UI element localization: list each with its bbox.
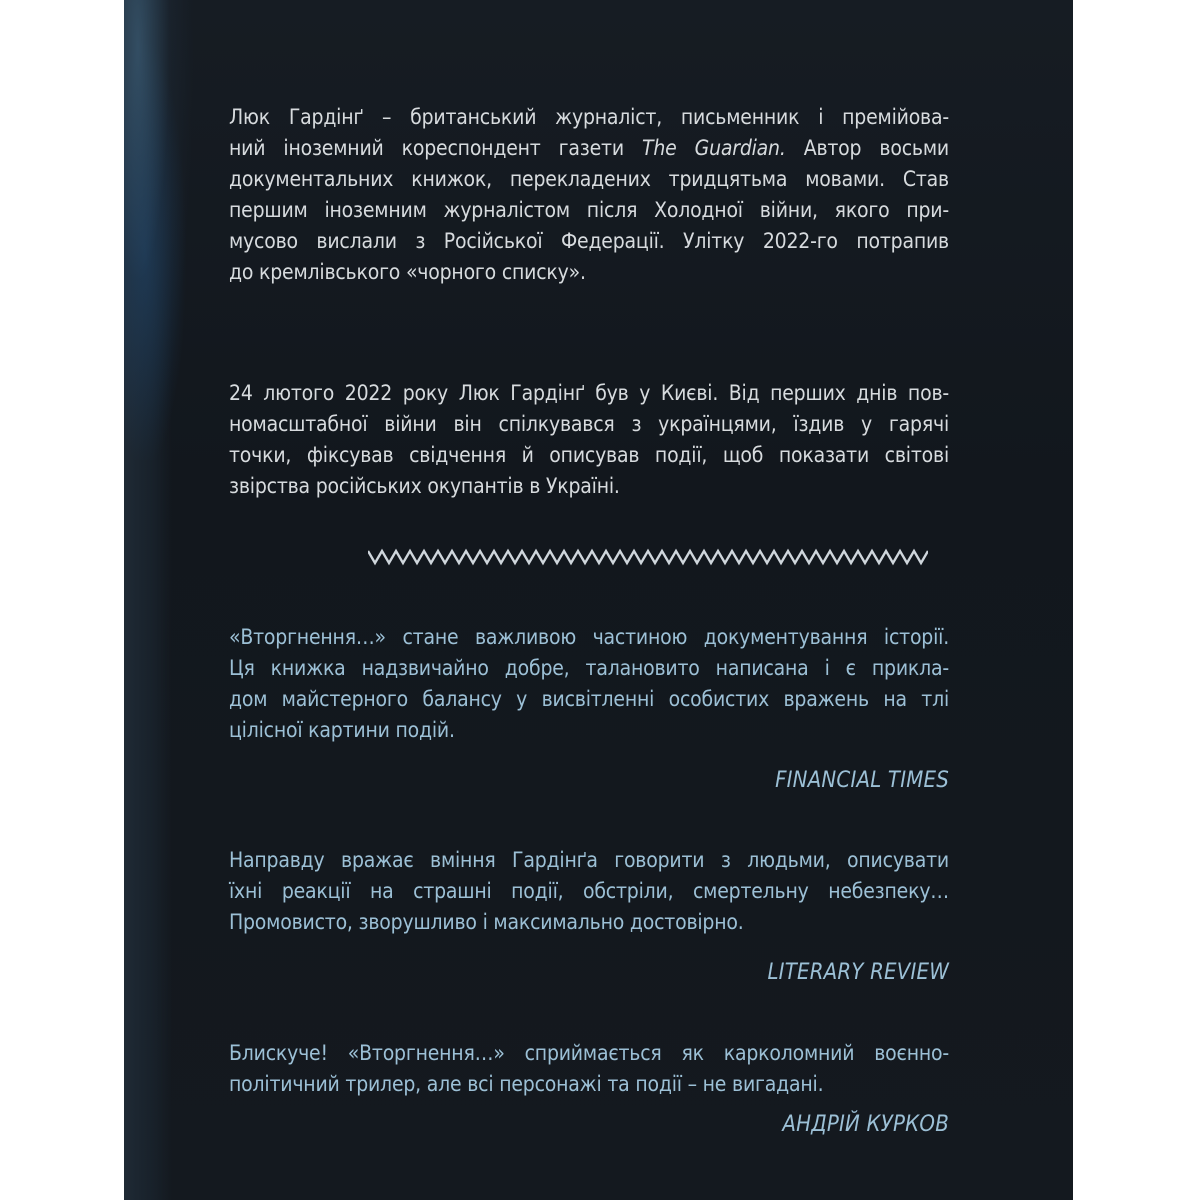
bio-line: Люк Гардінґ – британський журналіст, письменник і премійова- [229,105,949,129]
zigzag-divider [368,548,928,566]
review-source-3: АНДРІЙ КУРКОВ [782,1112,949,1137]
bio-line: до кремлівського «чорного списку». [229,260,586,284]
review-source-2: LITERARY REVIEW [767,960,949,985]
quote-line: Блискуче! «Вторгнення…» сприймається як карколомний воєнно- [229,1041,949,1065]
bio-line: точки, фіксував свідчення й описував події, щоб показати світові [229,443,949,467]
quote-line: дом майстерного балансу у висвітленні особистих вражень на тлі [229,687,949,711]
quote-line: їхні реакції на страшні події, обстріли, смертельну небезпеку… [229,879,949,903]
author-bio-paragraph-2 [229,378,949,502]
review-source-1: FINANCIAL TIMES [775,768,949,793]
bio-line: звірства російських окупантів в Україні. [229,474,620,498]
newspaper-name: The Guardian. [642,136,786,160]
bio-line: номасштабної війни він спілкувався з українцями, їздив у гарячі [229,412,949,436]
bio-line: ний іноземний кореспондент газети The Guardian. Автор восьми [229,136,949,160]
bio-line: першим іноземним журналістом після Холодної війни, якого при- [229,198,949,222]
bio-line: документальних книжок, перекладених тридцятьма мовами. Став [229,167,949,191]
bio-line: 24 лютого 2022 року Люк Гардінґ був у Києві. Від перших днів пов- [229,381,949,405]
quote-line: Ця книжка надзвичайно добре, талановито написана і є прикла- [229,656,949,680]
cover-photo-fragment [124,0,194,460]
quote-line: «Вторгнення…» стане важливою частиною документування історії. [229,625,949,649]
bio-line: мусово вислали з Російської Федерації. Улітку 2022-го потрапив [229,229,949,253]
book-back-cover [124,0,1073,1200]
review-quote-1 [229,622,949,746]
quote-line: Направду вражає вміння Гардінґа говорити з людьми, описувати [229,848,949,872]
review-quote-2 [229,845,949,938]
quote-line: Промовисто, зворушливо і максимально достовірно. [229,910,744,934]
quote-line: цілісної картини подій. [229,718,455,742]
author-bio-paragraph-1 [229,102,949,288]
quote-line: політичний трилер, але всі персонажі та події – не вигадані. [229,1072,824,1096]
review-quote-3 [229,1038,949,1100]
